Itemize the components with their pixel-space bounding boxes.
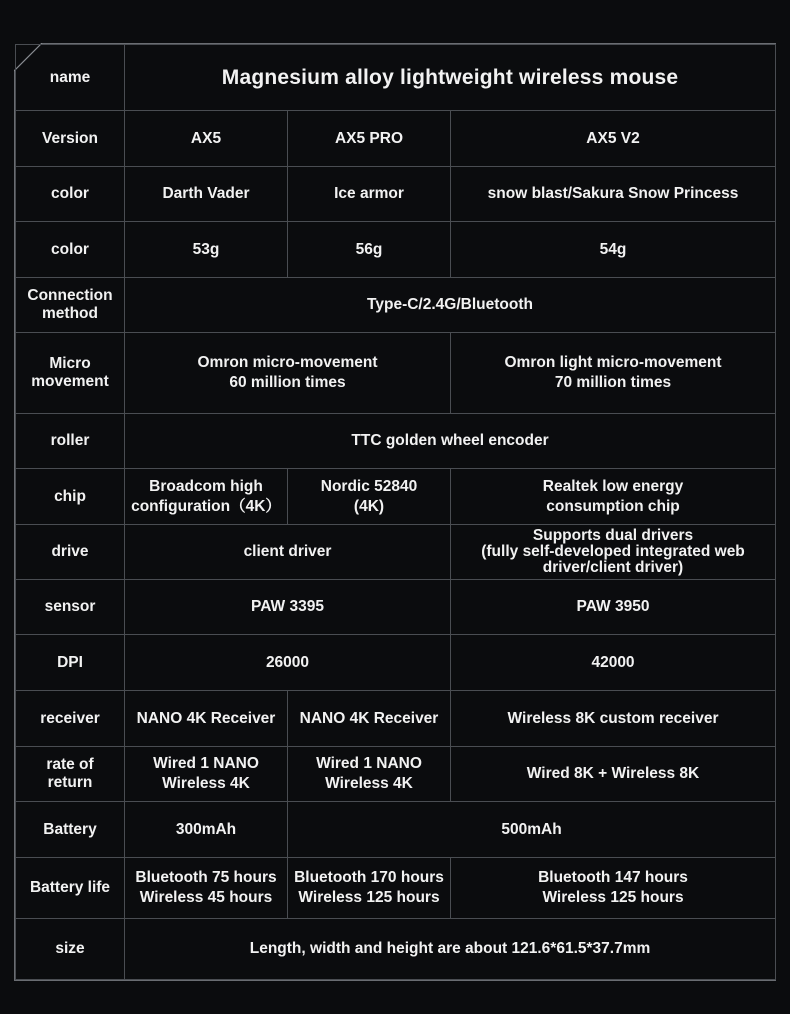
- row-label-connection: [16, 278, 125, 333]
- table-row: [16, 580, 776, 635]
- battery-life-ax5pro-line2: Wireless 125 hours: [298, 889, 440, 906]
- sensor-left: PAW 3395: [125, 580, 451, 635]
- receiver-ax5v2: Wireless 8K custom receiver: [451, 691, 776, 747]
- row-label-battery: Battery: [16, 802, 125, 858]
- table-row: [16, 222, 776, 278]
- spec-table: [15, 44, 776, 980]
- dpi-left: 26000: [125, 635, 451, 691]
- connection-label-line1: Connection: [27, 287, 113, 304]
- row-label-battery-life: Battery life: [16, 858, 125, 919]
- row-label-weight: color: [16, 222, 125, 278]
- connection-label-line2: method: [42, 305, 98, 322]
- product-name: Magnesium alloy lightweight wireless mouse: [125, 45, 776, 111]
- table-row: [16, 858, 776, 919]
- micro-left-line2: 60 million times: [229, 374, 346, 391]
- battery-life-ax5v2-line2: Wireless 125 hours: [542, 889, 684, 906]
- row-label-color: color: [16, 167, 125, 222]
- table-row: [16, 691, 776, 747]
- version-ax5: AX5: [125, 111, 288, 167]
- table-row: [16, 919, 776, 980]
- drive-right: [451, 525, 776, 580]
- micro-right-line1: Omron light micro-movement: [504, 354, 722, 371]
- table-row: [16, 469, 776, 525]
- chip-ax5-line1: Broadcom high: [149, 477, 263, 495]
- rate-ax5-line1: Wired 1 NANO: [153, 755, 259, 772]
- weight-ax5pro: 56g: [288, 222, 451, 278]
- battery-life-ax5v2-line1: Bluetooth 147 hours: [538, 869, 688, 886]
- battery-life-ax5: [125, 858, 288, 919]
- receiver-ax5: NANO 4K Receiver: [125, 691, 288, 747]
- battery-life-ax5pro: [288, 858, 451, 919]
- micro-right-line2: 70 million times: [554, 374, 672, 391]
- chip-ax5: [125, 469, 288, 525]
- row-label-roller: roller: [16, 414, 125, 469]
- battery-others: 500mAh: [288, 802, 776, 858]
- micro-right: [451, 333, 776, 414]
- table-row: [16, 635, 776, 691]
- connection-value: Type-C/2.4G/Bluetooth: [125, 278, 776, 333]
- table-row: [16, 414, 776, 469]
- color-ax5v2: snow blast/Sakura Snow Princess: [451, 167, 776, 222]
- drive-left: client driver: [125, 525, 451, 580]
- version-ax5v2: AX5 V2: [451, 111, 776, 167]
- color-ax5: Darth Vader: [125, 167, 288, 222]
- sensor-right: PAW 3950: [451, 580, 776, 635]
- color-ax5pro: Ice armor: [288, 167, 451, 222]
- rate-label-line2: return: [47, 774, 93, 791]
- chip-ax5-line2: configuration（4K）: [131, 497, 281, 515]
- rate-ax5: [125, 747, 288, 802]
- rate-ax5v2: Wired 8K + Wireless 8K: [451, 747, 776, 802]
- row-label-dpi: DPI: [16, 635, 125, 691]
- table-row: [16, 278, 776, 333]
- roller-value: TTC golden wheel encoder: [125, 414, 776, 469]
- weight-ax5v2: 54g: [451, 222, 776, 278]
- row-label-chip: chip: [16, 469, 125, 525]
- row-label-name: name: [16, 45, 125, 111]
- rate-ax5pro-line2: Wireless 4K: [325, 775, 413, 792]
- table-row: [16, 333, 776, 414]
- rate-ax5-line2: Wireless 4K: [162, 775, 250, 792]
- battery-life-ax5v2: [451, 858, 776, 919]
- chip-ax5v2: [451, 469, 776, 525]
- chip-ax5pro-line2: (4K): [353, 497, 385, 515]
- micro-left-line1: Omron micro-movement: [197, 354, 378, 371]
- rate-ax5pro-line1: Wired 1 NANO: [316, 755, 422, 772]
- row-label-sensor: sensor: [16, 580, 125, 635]
- row-label-version: Version: [16, 111, 125, 167]
- receiver-ax5pro: NANO 4K Receiver: [288, 691, 451, 747]
- row-label-micro: [16, 333, 125, 414]
- table-row: [16, 525, 776, 580]
- table-row: [16, 802, 776, 858]
- micro-label-line2: movement: [31, 373, 109, 390]
- table-row: [16, 45, 776, 111]
- dpi-right: 42000: [451, 635, 776, 691]
- table-row: [16, 747, 776, 802]
- version-ax5pro: AX5 PRO: [288, 111, 451, 167]
- micro-left: [125, 333, 451, 414]
- drive-right-line3: driver/client driver): [542, 559, 684, 576]
- battery-life-ax5-line2: Wireless 45 hours: [139, 889, 273, 906]
- row-label-receiver: receiver: [16, 691, 125, 747]
- weight-ax5: 53g: [125, 222, 288, 278]
- chip-ax5pro-line1: Nordic 52840: [320, 477, 418, 495]
- rate-ax5pro: [288, 747, 451, 802]
- drive-right-line1: Supports dual drivers: [532, 527, 694, 544]
- battery-ax5: 300mAh: [125, 802, 288, 858]
- table-row: [16, 111, 776, 167]
- micro-label-line1: Micro: [49, 355, 91, 372]
- row-label-size: size: [16, 919, 125, 980]
- chip-ax5v2-line1: Realtek low energy: [542, 477, 684, 495]
- size-value: Length, width and height are about 121.6*61.5*37.7mm: [125, 919, 776, 980]
- row-label-drive: drive: [16, 525, 125, 580]
- chip-ax5v2-line2: consumption chip: [546, 497, 680, 515]
- rate-label-line1: rate of: [46, 756, 94, 773]
- battery-life-ax5-line1: Bluetooth 75 hours: [135, 869, 277, 886]
- chip-ax5pro: [288, 469, 451, 525]
- drive-right-line2: (fully self-developed integrated web: [481, 543, 745, 560]
- battery-life-ax5pro-line1: Bluetooth 170 hours: [294, 869, 444, 886]
- row-label-rate: [16, 747, 125, 802]
- table-row: [16, 167, 776, 222]
